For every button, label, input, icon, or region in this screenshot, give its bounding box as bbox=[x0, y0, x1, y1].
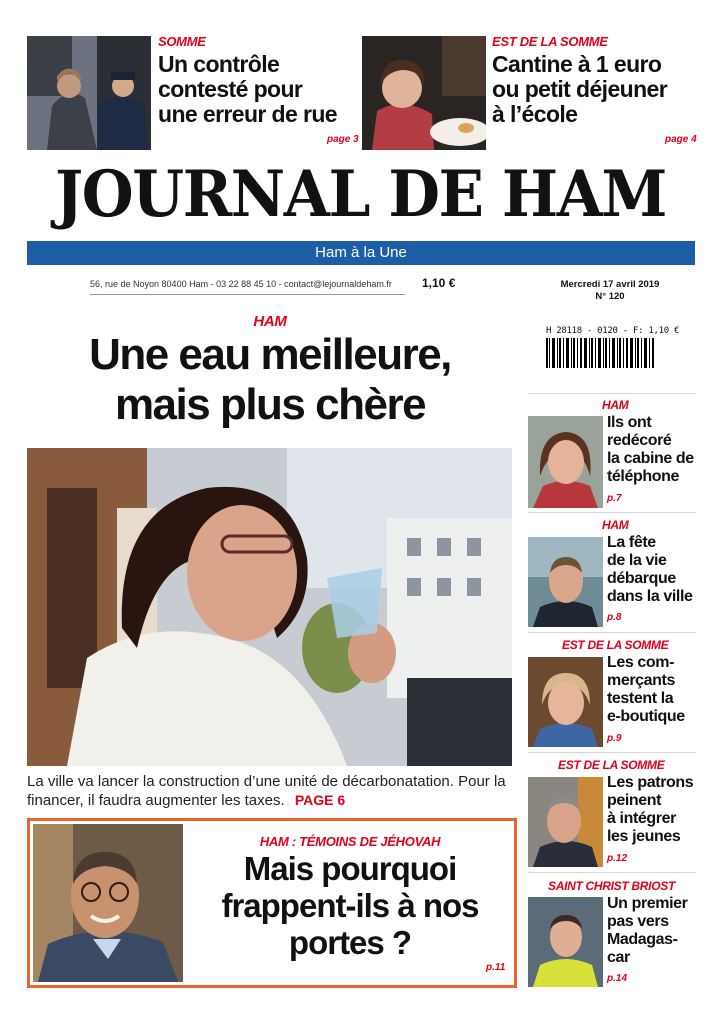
issue-date: Mercredi 17 avril 2019 bbox=[560, 279, 660, 290]
sidebar-photo-volunteer[interactable] bbox=[528, 897, 603, 987]
sidebar-4-page[interactable]: p.12 bbox=[607, 853, 628, 864]
address-line: 56, rue de Noyon 80400 Ham - 03 22 88 45 10 - contact@lejournaldeham.fr bbox=[90, 279, 392, 289]
sidebar-5-title-line: Madagas- bbox=[607, 931, 678, 948]
sidebar-2-title-line: La fête bbox=[607, 534, 656, 551]
sidebar-4-title-line: les jeunes bbox=[607, 828, 681, 845]
sidebar-photo-girl[interactable] bbox=[528, 416, 603, 508]
sidebar-2-title-line: de la vie bbox=[607, 552, 667, 569]
sidebar-4-title[interactable] bbox=[607, 774, 693, 846]
sidebar-5-title-line: car bbox=[607, 949, 630, 966]
sidebar-3-title-line: Les com- bbox=[607, 654, 675, 671]
lead-page-link[interactable]: PAGE 6 bbox=[294, 792, 346, 808]
feature-photo-man-glasses[interactable] bbox=[33, 824, 183, 982]
sidebar-1-title-line: téléphone bbox=[607, 468, 679, 485]
barcode-text: H 28118 - 0120 - F: 1,10 € bbox=[546, 326, 680, 336]
teaser-2-title-line: à l’école bbox=[492, 101, 578, 127]
sidebar-1-kicker: HAM bbox=[602, 398, 629, 412]
sidebar-5-page[interactable]: p.14 bbox=[607, 973, 628, 984]
teaser-1-title[interactable] bbox=[158, 52, 337, 127]
lead-kicker: HAM bbox=[253, 313, 287, 330]
lead-title-line: mais plus chère bbox=[114, 380, 426, 429]
sidebar-2-kicker: HAM bbox=[602, 518, 629, 532]
teaser-1-title-line: contesté pour bbox=[158, 76, 303, 102]
teaser-1-title-line: Un contrôle bbox=[158, 51, 280, 77]
sidebar-divider bbox=[528, 632, 696, 633]
teaser-2-title-line: ou petit déjeuner bbox=[492, 76, 668, 102]
sidebar-5-title-line: pas vers bbox=[607, 913, 669, 930]
teaser-2-title[interactable] bbox=[492, 52, 667, 127]
sidebar-2-page[interactable]: p.8 bbox=[607, 612, 622, 623]
sidebar-3-title[interactable] bbox=[607, 654, 685, 726]
sidebar-1-title[interactable] bbox=[607, 414, 694, 486]
barcode-icon bbox=[546, 338, 656, 368]
sidebar-5-title-line: Un premier bbox=[607, 895, 688, 912]
sidebar-1-page[interactable]: p.7 bbox=[607, 493, 622, 504]
sidebar-4-kicker: EST DE LA SOMME bbox=[558, 758, 665, 772]
sidebar-photo-man[interactable] bbox=[528, 537, 603, 627]
teaser-1-kicker: SOMME bbox=[158, 34, 206, 49]
sidebar-3-title-line: testent la bbox=[607, 690, 674, 707]
masthead-title: JOURNAL DE HAM bbox=[54, 157, 667, 232]
sidebar-3-page[interactable]: p.9 bbox=[607, 733, 622, 744]
sidebar-2-title-line: débarque bbox=[607, 570, 676, 587]
teaser-photo-canteen[interactable] bbox=[362, 36, 486, 150]
sidebar-5-kicker: SAINT CHRIST BRIOST bbox=[548, 879, 675, 893]
sidebar-5-title[interactable] bbox=[607, 895, 687, 967]
address-rule bbox=[90, 294, 405, 295]
sidebar-divider bbox=[528, 512, 696, 513]
sidebar-1-title-line: redécoré bbox=[607, 432, 672, 449]
lead-caption bbox=[27, 772, 512, 810]
teaser-1-page[interactable]: page 3 bbox=[327, 134, 359, 145]
lead-photo-woman-drinking[interactable] bbox=[27, 448, 512, 766]
lead-caption-text: La ville va lancer la construction d’une unité de décarbonatation. Pour la financer, il faudra augmenter les taxes. bbox=[27, 773, 506, 809]
feature-title[interactable] bbox=[190, 850, 510, 961]
sidebar-3-title-line: e-boutique bbox=[607, 708, 685, 725]
sidebar-4-title-line: peinent bbox=[607, 792, 662, 809]
teaser-1-title-line: une erreur de rue bbox=[158, 101, 337, 127]
teaser-photo-control[interactable] bbox=[27, 36, 151, 150]
issue-number: N° 120 bbox=[595, 291, 625, 302]
sidebar-divider bbox=[528, 393, 696, 394]
feature-title-line: portes ? bbox=[288, 924, 412, 961]
sidebar-1-title-line: Ils ont bbox=[607, 414, 652, 431]
section-band: Ham à la Une bbox=[27, 241, 695, 265]
teaser-2-title-line: Cantine à 1 euro bbox=[492, 51, 662, 77]
teaser-2-page[interactable]: page 4 bbox=[665, 134, 697, 145]
sidebar-4-title-line: Les patrons bbox=[607, 774, 694, 791]
sidebar-2-title-line: dans la ville bbox=[607, 588, 693, 605]
lead-title[interactable] bbox=[0, 330, 540, 430]
sidebar-photo-shopkeeper[interactable] bbox=[528, 657, 603, 747]
sidebar-divider bbox=[528, 872, 696, 873]
feature-title-line: Mais pourquoi bbox=[243, 850, 457, 887]
teaser-2-kicker: EST DE LA SOMME bbox=[492, 34, 608, 49]
sidebar-4-title-line: à intégrer bbox=[607, 810, 676, 827]
feature-kicker: HAM : TÉMOINS DE JÉHOVAH bbox=[259, 834, 441, 849]
sidebar-2-title[interactable] bbox=[607, 534, 693, 606]
sidebar-3-kicker: EST DE LA SOMME bbox=[562, 638, 669, 652]
sidebar-1-title-line: la cabine de bbox=[607, 450, 694, 467]
sidebar-divider bbox=[528, 752, 696, 753]
price: 1,10 € bbox=[422, 276, 456, 290]
lead-title-line: Une eau meilleure, bbox=[89, 330, 451, 379]
feature-page[interactable]: p.11 bbox=[486, 962, 506, 973]
sidebar-3-title-line: merçants bbox=[607, 672, 675, 689]
feature-title-line: frappent-ils à nos bbox=[221, 887, 479, 924]
sidebar-photo-employer[interactable] bbox=[528, 777, 603, 867]
